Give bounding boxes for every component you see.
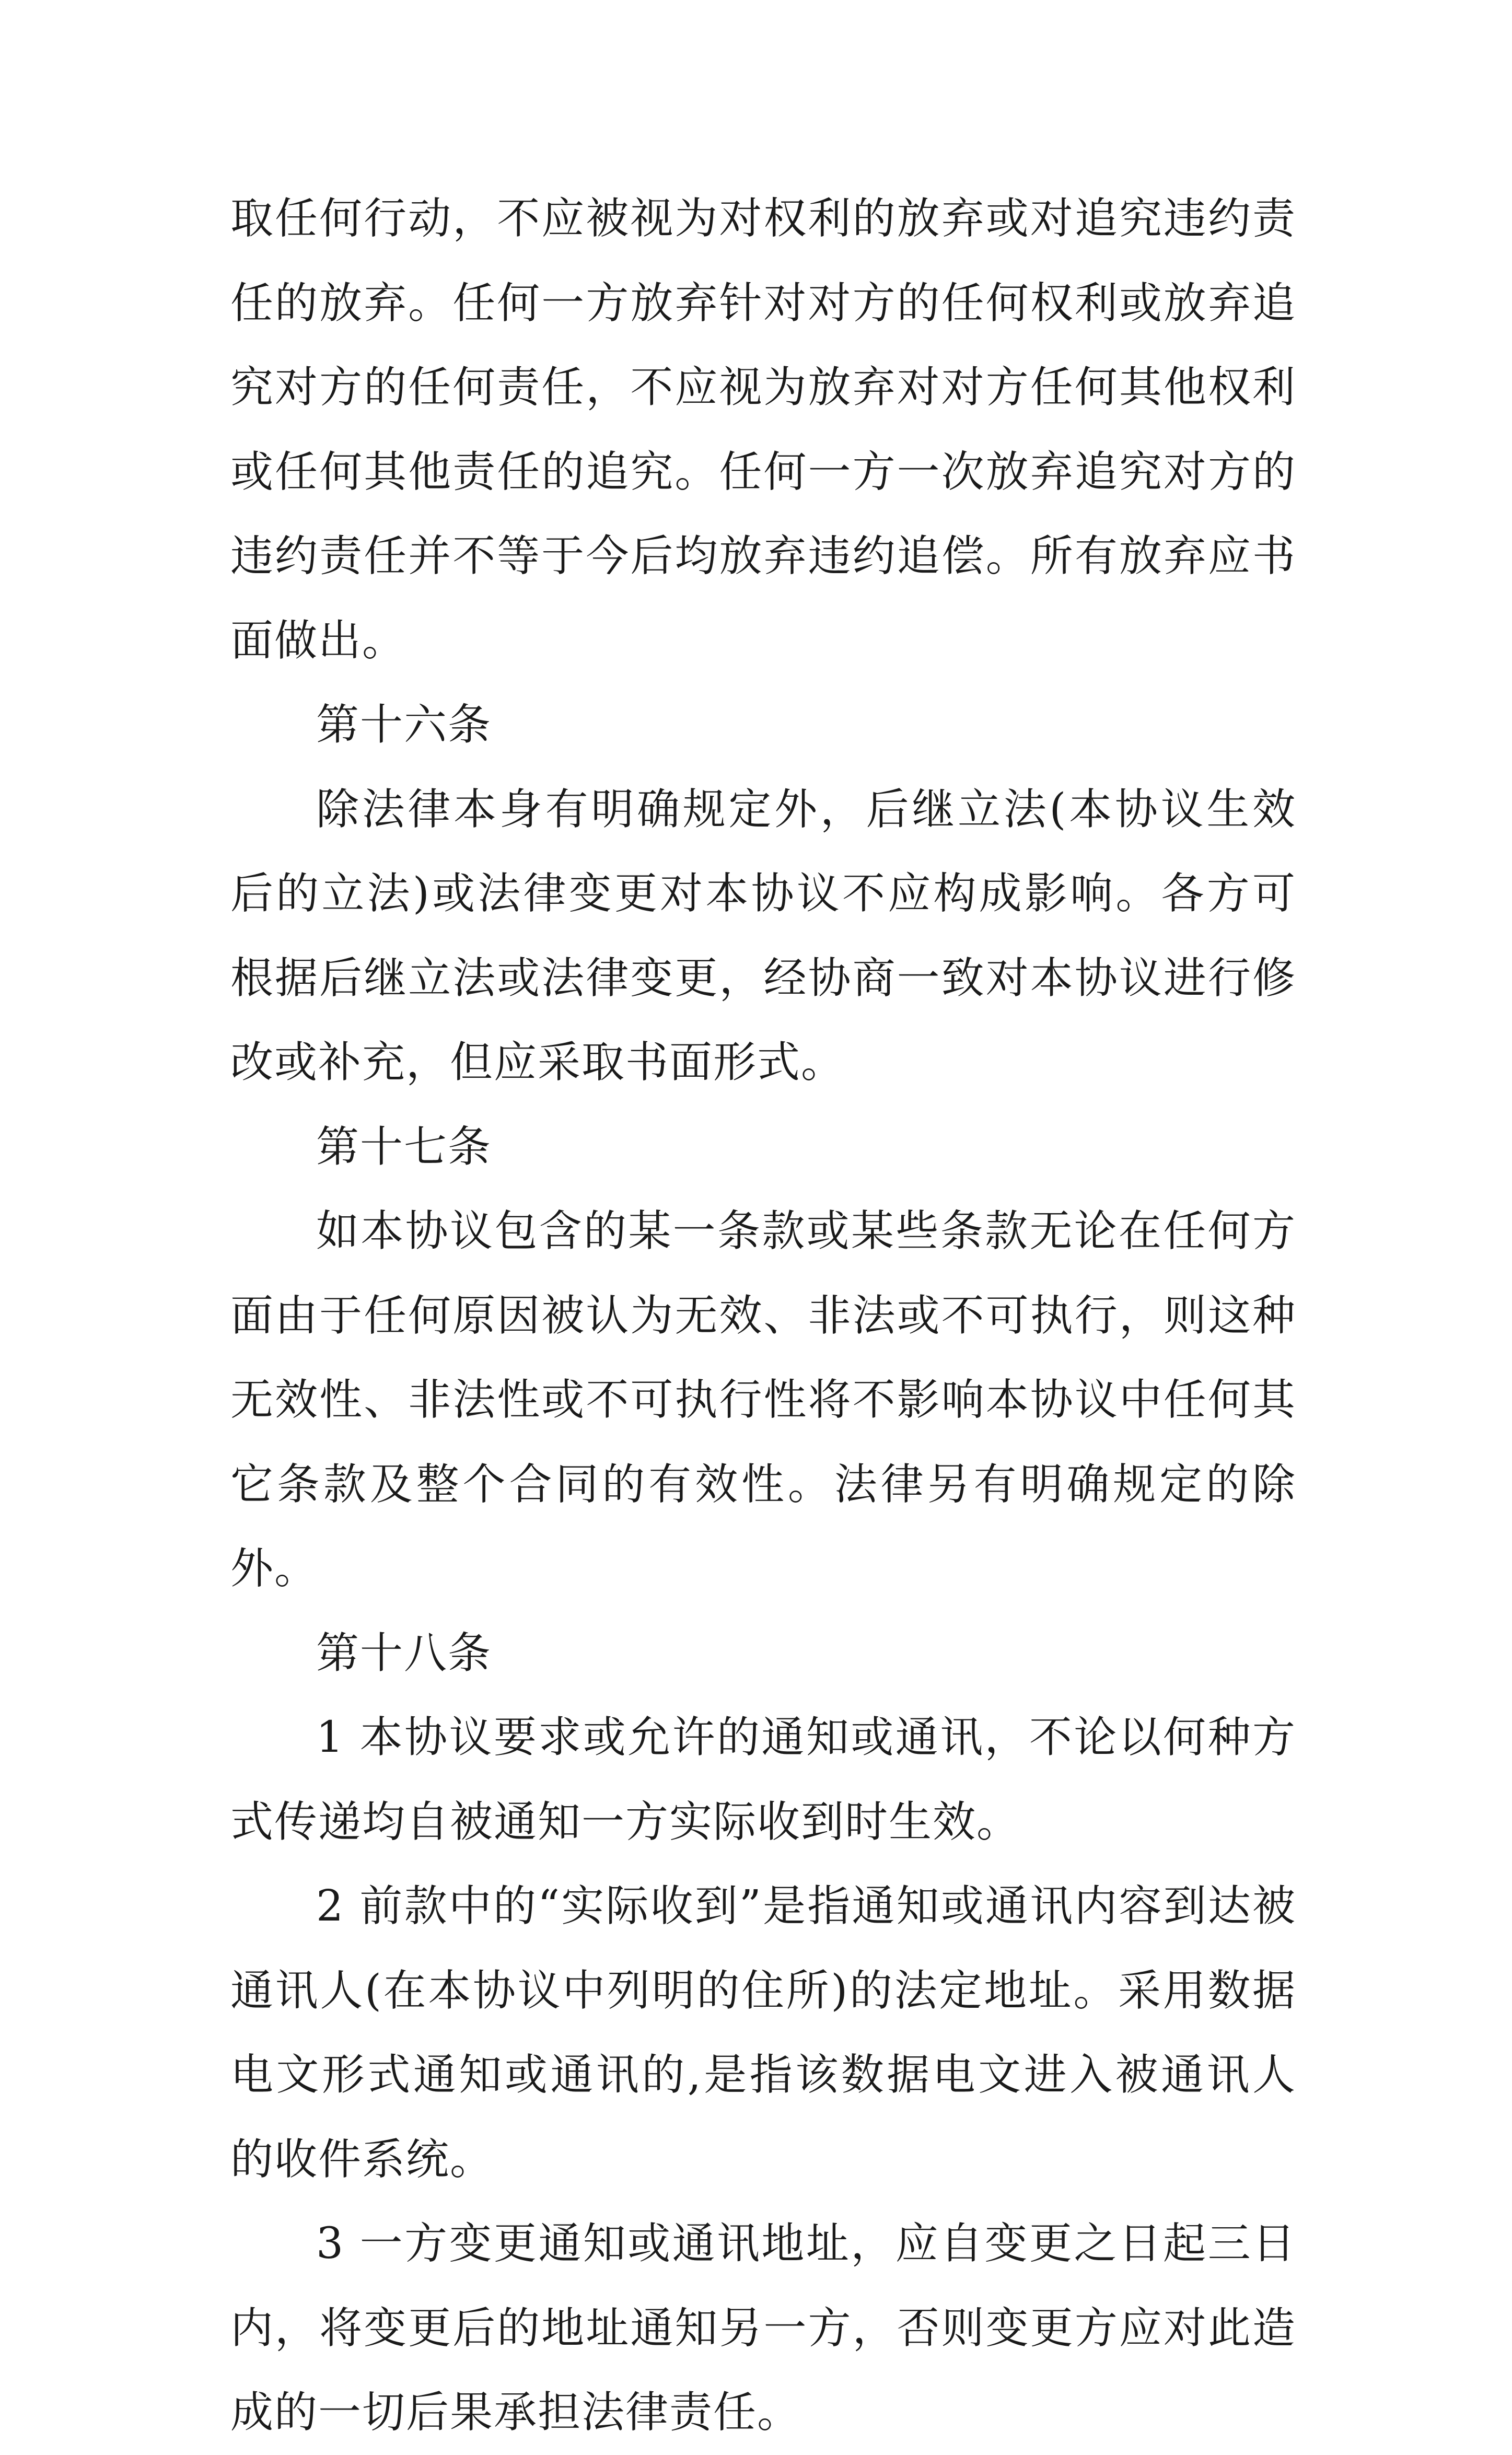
article-17-heading: 第十七条 (316, 1122, 492, 1172)
document-body (230, 177, 1296, 2455)
article-16-heading: 第十六条 (316, 700, 492, 750)
article-16-body: 除法律本身有明确规定外，后继立法(本协议生效后的立法)或法律变更对本协议不应构成影响。各方可根据后继立法或法律变更，经协商一致对本协议进行修改或补充，但应采取书面形式。 (230, 784, 1296, 1087)
article-18-clause-1: 1 本协议要求或允许的通知或通讯，不论以何种方式传递均自被通知一方实际收到时生效。 (230, 1713, 1296, 1847)
article-18-clause-3: 3 一方变更通知或通讯地址，应自变更之日起三日内，将变更后的地址通知另一方，否则变更方应对此造成的一切后果承担法律责任。 (230, 2219, 1296, 2437)
paragraph-waiver-continued: 取任何行动，不应被视为对权利的放弃或对追究违约责任的放弃。任何一方放弃针对对方的任何权利或放弃追究对方的任何责任，不应视为放弃对对方任何其他权利或任何其他责任的追究。任何一方一次放弃追究对方的违约责任并不等于今后均放弃违约追偿。所有放弃应书面做出。 (230, 194, 1296, 666)
article-17-body: 如本协议包含的某一条款或某些条款无论在任何方面由于任何原因被认为无效、非法或不可执行，则这种无效性、非法性或不可执行性将不影响本协议中任何其它条款及整个合同的有效性。法律另有明确规定的除外。 (230, 1206, 1296, 1593)
article-18-heading: 第十八条 (316, 1628, 492, 1678)
article-18-clause-2: 2 前款中的“实际收到”是指通知或通讯内容到达被通讯人(在本协议中列明的住所)的法定地址。采用数据电文形式通知或通讯的,是指该数据电文进入被通讯人的收件系统。 (230, 1881, 1296, 2184)
